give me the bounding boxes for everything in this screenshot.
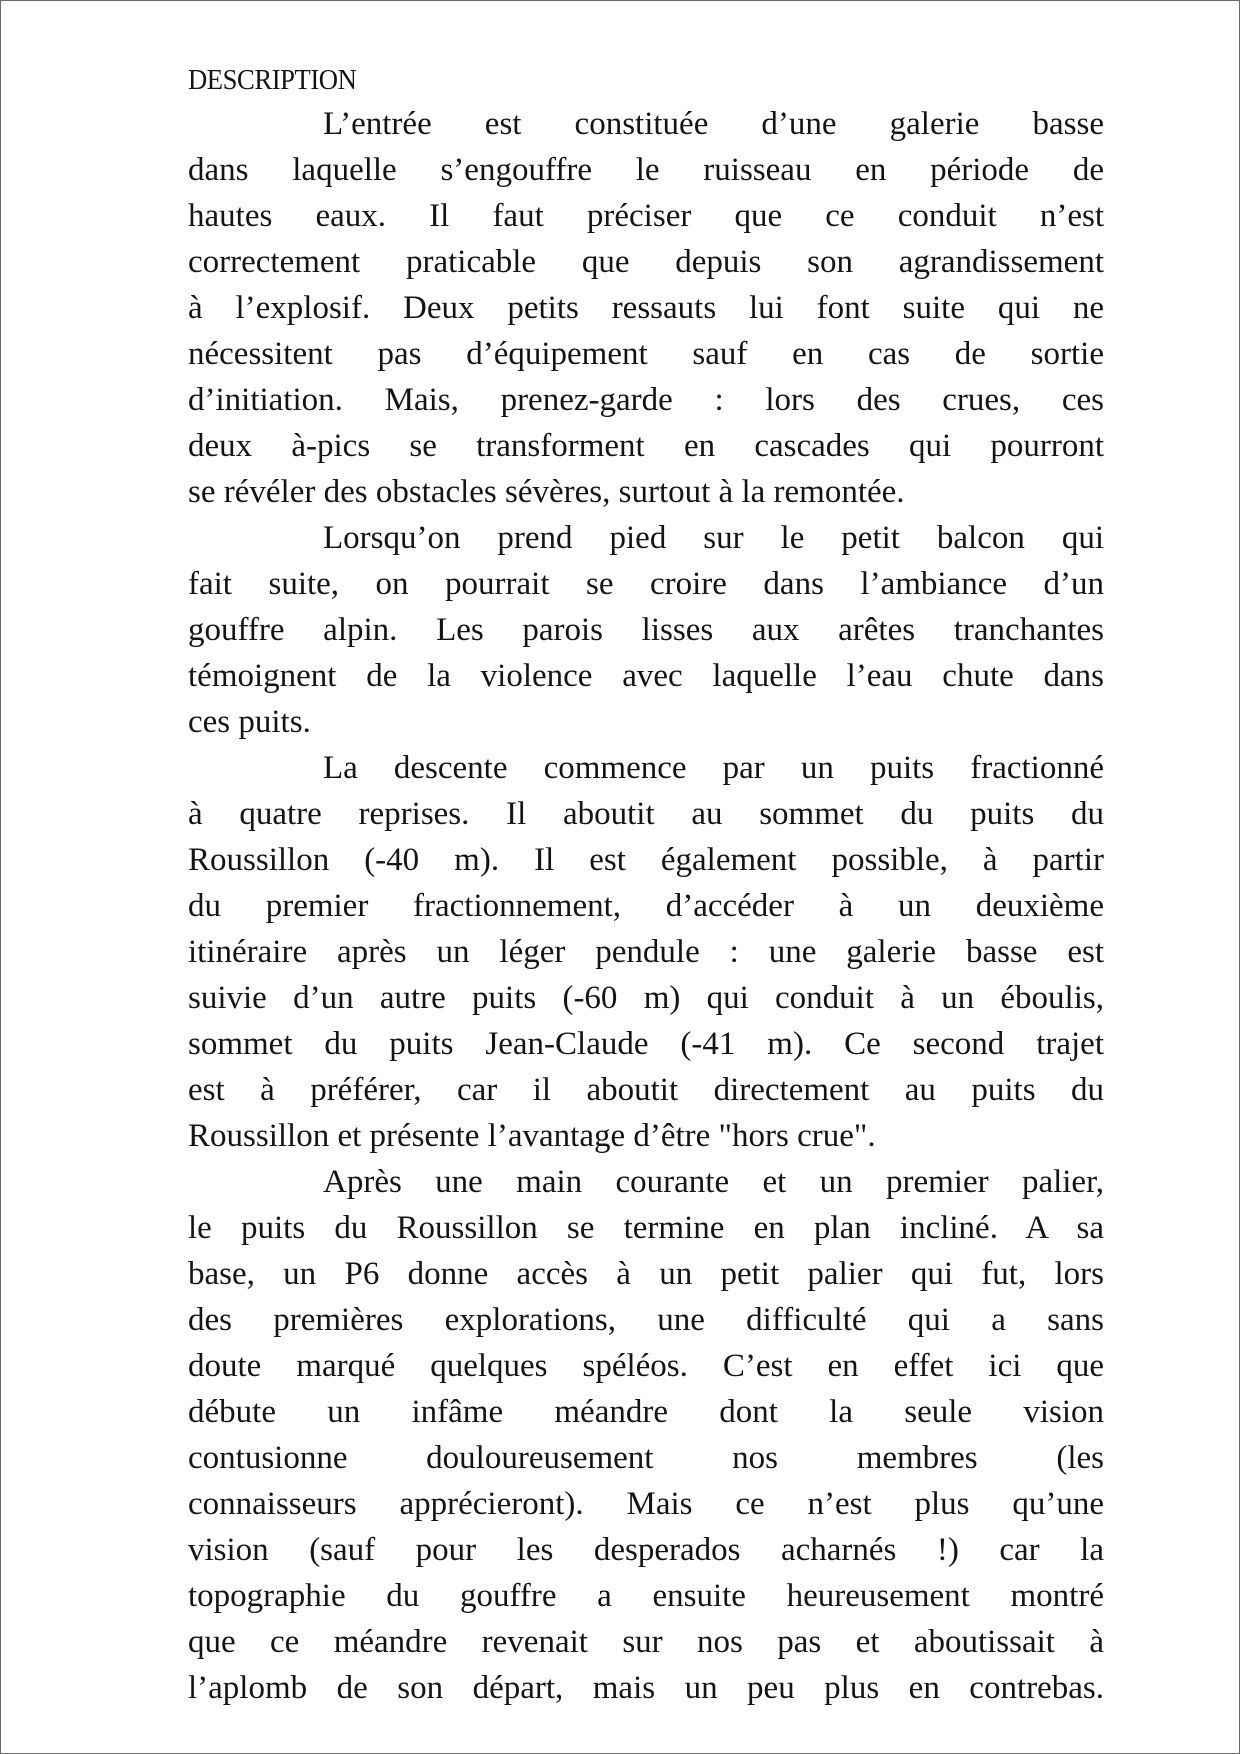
text-line: vision (sauf pour les desperados acharnés !) car la: [188, 1532, 1104, 1568]
paragraph-roussillon: [188, 1159, 1104, 1711]
text-line: l’aplomb de son départ, mais un peu plus en contrebas.: [188, 1670, 1104, 1706]
text-line: nécessitent pas d’équipement sauf en cas de sortie: [188, 336, 1104, 372]
text-line: connaisseurs apprécieront). Mais ce n’est plus qu’une: [188, 1486, 1104, 1522]
text-line: à l’explosif. Deux petits ressauts lui font suite qui ne: [188, 290, 1104, 326]
text-line: Roussillon et présente l’avantage d’être "hors crue".: [188, 1118, 876, 1154]
text-line: des premières explorations, une difficulté qui a sans: [188, 1302, 1104, 1338]
text-line: témoignent de la violence avec laquelle l’eau chute dans: [188, 658, 1104, 694]
text-line: base, un P6 donne accès à un petit palier qui fut, lors: [188, 1256, 1104, 1292]
text-line: est à préférer, car il aboutit directement au puits du: [188, 1072, 1104, 1108]
text-line: gouffre alpin. Les parois lisses aux arêtes tranchantes: [188, 612, 1104, 648]
text-line: Lorsqu’on prend pied sur le petit balcon qui: [323, 520, 1104, 556]
text-line: à quatre reprises. Il aboutit au sommet du puits du: [188, 796, 1104, 832]
text-line: se révéler des obstacles sévères, surtout à la remontée.: [188, 474, 905, 510]
text-line: dans laquelle s’engouffre le ruisseau en période de: [188, 152, 1104, 188]
text-line: du premier fractionnement, d’accéder à un deuxième: [188, 888, 1104, 924]
text-line: topographie du gouffre a ensuite heureusement montré: [188, 1578, 1104, 1614]
text-line: ces puits.: [188, 704, 311, 740]
text-line: d’initiation. Mais, prenez-garde : lors des crues, ces: [188, 382, 1104, 418]
text-line: fait suite, on pourrait se croire dans l’ambiance d’un: [188, 566, 1104, 602]
text-line: contusionne douloureusement nos membres (les: [188, 1440, 1104, 1476]
section-heading: DESCRIPTION: [188, 64, 357, 96]
paragraph-balcony: [188, 515, 1104, 745]
text-line: le puits du Roussillon se termine en plan incliné. A sa: [188, 1210, 1104, 1246]
text-line: correctement praticable que depuis son agrandissement: [188, 244, 1104, 280]
text-line: La descente commence par un puits fractionné: [323, 750, 1104, 786]
text-line: Après une main courante et un premier palier,: [323, 1164, 1104, 1200]
text-line: itinéraire après un léger pendule : une galerie basse est: [188, 934, 1104, 970]
text-line: débute un infâme méandre dont la seule vision: [188, 1394, 1104, 1430]
text-line: Roussillon (-40 m). Il est également possible, à partir: [188, 842, 1104, 878]
text-line: sommet du puits Jean-Claude (-41 m). Ce second trajet: [188, 1026, 1104, 1062]
paragraph-entry: [188, 101, 1104, 515]
text-line: doute marqué quelques spéléos. C’est en effet ici que: [188, 1348, 1104, 1384]
text-line: que ce méandre revenait sur nos pas et aboutissait à: [188, 1624, 1104, 1660]
text-body: [188, 59, 1104, 1711]
text-line: deux à-pics se transforment en cascades qui pourront: [188, 428, 1104, 464]
paragraph-descent: [188, 745, 1104, 1159]
text-line: hautes eaux. Il faut préciser que ce conduit n’est: [188, 198, 1104, 234]
text-line: suivie d’un autre puits (-60 m) qui conduit à un éboulis,: [188, 980, 1104, 1016]
text-line: L’entrée est constituée d’une galerie basse: [323, 106, 1104, 142]
